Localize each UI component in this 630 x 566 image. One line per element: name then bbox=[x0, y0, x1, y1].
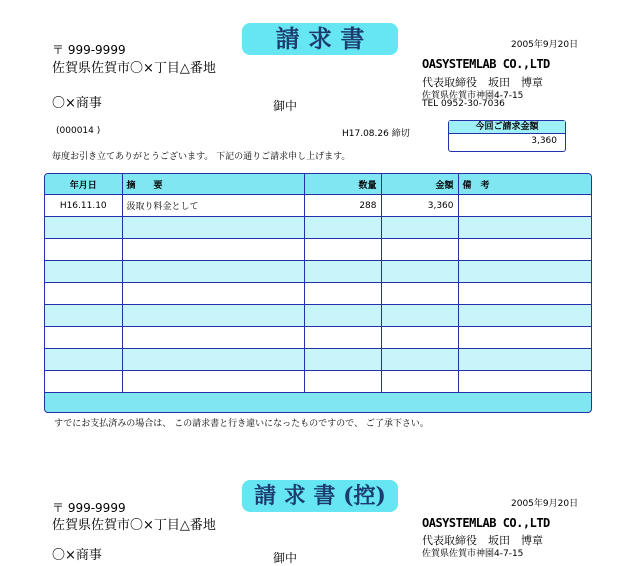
table-row bbox=[45, 305, 591, 327]
row-description bbox=[122, 261, 304, 283]
row-description: 汲取り料金として bbox=[122, 195, 304, 217]
company-rep: 代表取締役 坂田 博章 bbox=[422, 76, 543, 89]
header-date: 年月日 bbox=[45, 174, 122, 195]
row-description bbox=[122, 371, 304, 393]
row-amount bbox=[381, 371, 458, 393]
header-amount: 金額 bbox=[381, 174, 458, 195]
total-amount-box bbox=[448, 120, 566, 152]
row-date bbox=[45, 217, 122, 239]
header-description: 摘 要 bbox=[122, 174, 304, 195]
row-remarks bbox=[458, 261, 591, 283]
greeting-text: 毎度お引き立てありがとうございます。 下記の通りご請求申し上げます。 bbox=[52, 152, 351, 162]
row-date: H16.11.10 bbox=[45, 195, 122, 217]
row-quantity bbox=[304, 305, 381, 327]
row-amount bbox=[381, 327, 458, 349]
row-description bbox=[122, 283, 304, 305]
company-name: OASYSTEMLAB CO.,LTD bbox=[422, 57, 550, 71]
row-date bbox=[45, 283, 122, 305]
copy-customer-name: 〇×商事 bbox=[52, 548, 102, 563]
honorific: 御中 bbox=[273, 99, 298, 113]
copy-date: 2005年9月20日 bbox=[511, 499, 579, 509]
row-date bbox=[45, 371, 122, 393]
row-amount bbox=[381, 349, 458, 371]
row-quantity bbox=[304, 371, 381, 393]
row-description bbox=[122, 327, 304, 349]
copy-company-address: 佐賀県佐賀市神園4-7-15 bbox=[422, 549, 524, 559]
table-row bbox=[45, 349, 591, 371]
row-amount bbox=[381, 217, 458, 239]
row-amount bbox=[381, 305, 458, 327]
table-header bbox=[45, 174, 591, 195]
table-row bbox=[45, 371, 591, 393]
copy-company-rep: 代表取締役 坂田 博章 bbox=[422, 534, 543, 547]
row-description bbox=[122, 349, 304, 371]
row-remarks bbox=[458, 217, 591, 239]
row-remarks bbox=[458, 349, 591, 371]
row-quantity bbox=[304, 283, 381, 305]
row-remarks bbox=[458, 327, 591, 349]
invoice-date: 2005年9月20日 bbox=[511, 40, 579, 50]
customer-address: 佐賀県佐賀市〇×丁目△番地 bbox=[52, 61, 216, 76]
row-description bbox=[122, 239, 304, 261]
row-amount bbox=[381, 283, 458, 305]
row-quantity bbox=[304, 261, 381, 283]
footnote: すでにお支払済みの場合は、 この請求書と行き違いになったものですので、 ご了承下さい。 bbox=[54, 419, 429, 429]
row-remarks bbox=[458, 283, 591, 305]
row-remarks bbox=[458, 195, 591, 217]
row-quantity bbox=[304, 327, 381, 349]
total-amount-label: 今回ご請求金額 bbox=[449, 121, 565, 134]
invoice-table bbox=[44, 173, 592, 413]
copy-company-name: OASYSTEMLAB CO.,LTD bbox=[422, 516, 550, 530]
closing-date: H17.08.26 締切 bbox=[342, 129, 410, 139]
header-quantity: 数量 bbox=[304, 174, 381, 195]
row-date bbox=[45, 239, 122, 261]
table-row bbox=[45, 239, 591, 261]
row-remarks bbox=[458, 305, 591, 327]
table-row bbox=[45, 261, 591, 283]
row-quantity: 288 bbox=[304, 195, 381, 217]
table-row bbox=[45, 283, 591, 305]
row-date bbox=[45, 349, 122, 371]
row-amount bbox=[381, 261, 458, 283]
customer-code: (000014 ) bbox=[56, 126, 101, 136]
row-quantity bbox=[304, 239, 381, 261]
row-description bbox=[122, 305, 304, 327]
customer-name: 〇×商事 bbox=[52, 96, 102, 111]
row-quantity bbox=[304, 217, 381, 239]
copy-honorific: 御中 bbox=[273, 551, 298, 565]
row-amount bbox=[381, 239, 458, 261]
table-row bbox=[45, 217, 591, 239]
row-description bbox=[122, 217, 304, 239]
row-remarks bbox=[458, 239, 591, 261]
copy-title: 請 求 書 (控) bbox=[242, 480, 398, 512]
row-remarks bbox=[458, 371, 591, 393]
total-amount-value: 3,360 bbox=[531, 136, 557, 146]
row-amount: 3,360 bbox=[381, 195, 458, 217]
company-address: 佐賀県佐賀市神園4-7-15 bbox=[422, 91, 524, 101]
table-row bbox=[45, 327, 591, 349]
copy-postal-code: 〒 999-9999 bbox=[52, 501, 126, 515]
header-remarks: 備 考 bbox=[458, 174, 591, 195]
postal-code: 〒 999-9999 bbox=[52, 43, 126, 57]
invoice-title: 請 求 書 bbox=[242, 23, 398, 55]
row-date bbox=[45, 327, 122, 349]
copy-customer-address: 佐賀県佐賀市〇×丁目△番地 bbox=[52, 518, 216, 533]
row-date bbox=[45, 305, 122, 327]
row-quantity bbox=[304, 349, 381, 371]
table-row bbox=[45, 195, 591, 217]
row-date bbox=[45, 261, 122, 283]
company-tel: TEL 0952-30-7036 bbox=[422, 99, 505, 109]
